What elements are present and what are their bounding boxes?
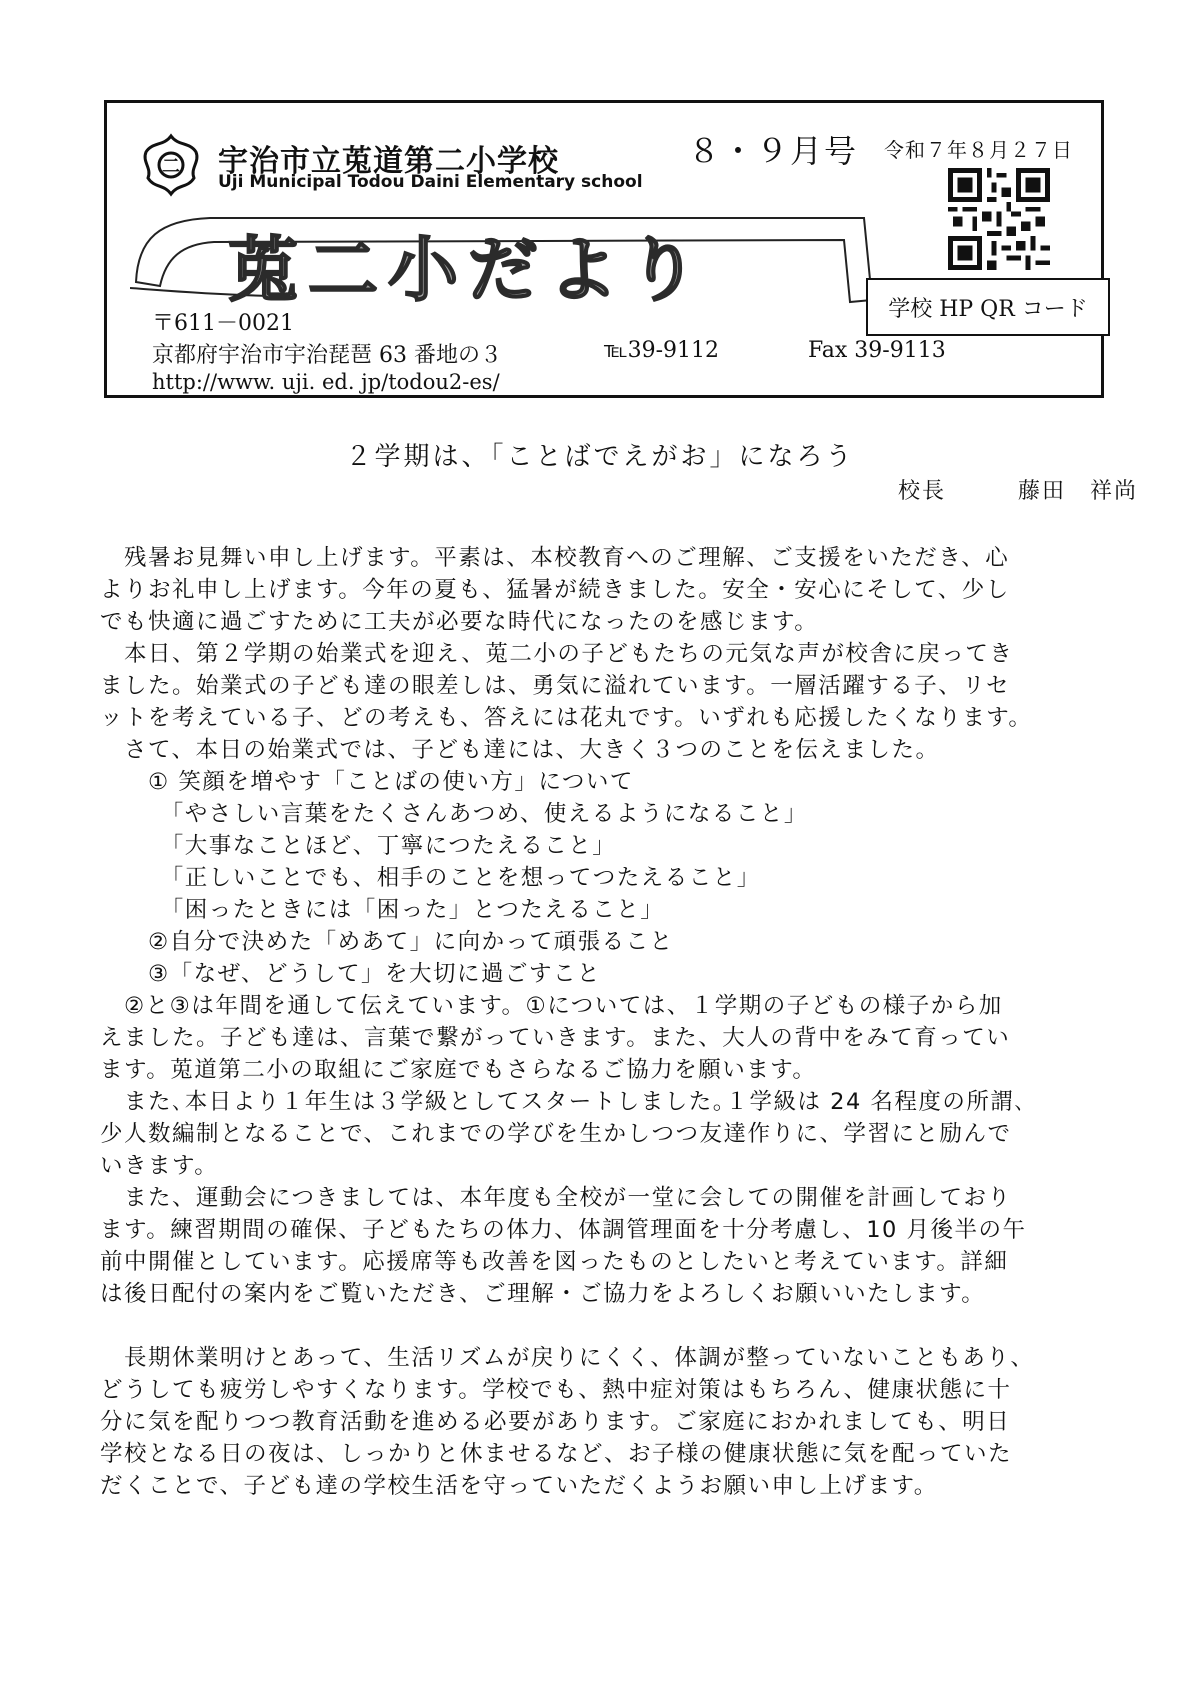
fax-number: Fax 39-9113 bbox=[808, 338, 946, 363]
list-item: 「困ったときには「困った」とつたえること」 bbox=[100, 897, 665, 923]
body-line: ました。始業式の子ども達の眼差しは、勇気に溢れています。一層活躍する子、リセ bbox=[100, 673, 1010, 699]
qr-code-label: 学校 HP QR コード bbox=[866, 278, 1110, 336]
article-author bbox=[898, 474, 1138, 505]
phone-number: ℡39-9112 bbox=[604, 338, 720, 363]
body-line: 長期休業明けとあって、生活リズムが戻りにくく、体調が整っていないこともあり、 bbox=[100, 1345, 1035, 1371]
school-name-en: Uji Municipal Todou Daini Elementary school bbox=[218, 172, 643, 192]
body-line: ます。練習期間の確保、子どもたちの体力、体調管理面を十分考慮し、10 月後半の午 bbox=[100, 1217, 1027, 1243]
issue-date: 令和７年８月２７日 bbox=[884, 138, 1073, 162]
body-line: 学校となる日の夜は、しっかりと休ませるなど、お子様の健康状態に気を配っていた bbox=[100, 1441, 1013, 1467]
list-item: 「大事なことほど、丁寧につたえること」 bbox=[100, 833, 617, 859]
body-line: でも快適に過ごすために工夫が必要な時代になったのを感じます。 bbox=[100, 609, 819, 635]
school-emblem-icon bbox=[138, 132, 204, 198]
body-line: 前中開催としています。応援席等も改善を図ったものとしたいと考えています。詳細 bbox=[100, 1249, 1009, 1275]
body-line: よりお礼申し上げます。今年の夏も、猛暑が続きました。安全・安心にそして、少し bbox=[100, 577, 1010, 603]
body-line: ます。莵道第二小の取組にご家庭でもさらなるご協力を願います。 bbox=[100, 1057, 817, 1083]
list-item: ① 笑顔を増やす「ことばの使い方」について bbox=[100, 769, 634, 795]
school-name-ja: 宇治市立莵道第二小学校 bbox=[218, 144, 559, 179]
body-line: また、運動会につきましては、本年度も全校が一堂に会しての開催を計画しており bbox=[100, 1185, 1012, 1211]
body-line: 分に気を配りつつ教育活動を進める必要があります。ご家庭におかれましても、明日 bbox=[100, 1409, 1011, 1435]
school-address: 京都府宇治市宇治琵琶 63 番地の３ bbox=[152, 343, 502, 368]
body-line: えました。子ども達は、言葉で繋がっていきます。また、大人の背中をみて育ってい bbox=[100, 1025, 1011, 1051]
body-line: ットを考えている子、どの考えも、答えには花丸です。いずれも応援したくなります。 bbox=[100, 705, 1033, 731]
postal-code: 〒611－0021 bbox=[152, 311, 294, 336]
body-line: いきます。 bbox=[100, 1153, 219, 1179]
school-url[interactable]: http://www. uji. ed. jp/todou2-es/ bbox=[152, 370, 500, 394]
list-item: ②自分で決めた「めあて」に向かって頑張ること bbox=[100, 929, 674, 955]
list-item: ③「なぜ、どうして」を大切に過ごすこと bbox=[100, 961, 601, 987]
body-line: 残暑お見舞い申し上げます。平素は、本校教育へのご理解、ご支援をいただき、心 bbox=[100, 545, 1010, 571]
body-line: また､本日より１年生は３学級としてスタートしました｡１学級は 24 名程度の所謂､ bbox=[100, 1089, 1028, 1115]
author-name: 藤田 祥尚 bbox=[1018, 479, 1139, 504]
newsletter-title: 莵二小だより bbox=[228, 229, 708, 311]
list-item: 「やさしい言葉をたくさんあつめ、使えるようになること」 bbox=[100, 801, 808, 827]
qr-code-icon bbox=[948, 168, 1050, 270]
body-line: ②と③は年間を通して伝えています。①については、１学期の子どもの様子から加 bbox=[100, 993, 1003, 1019]
issue-number: ８・９月号 bbox=[688, 132, 859, 170]
svg-text:二: 二 bbox=[162, 156, 180, 177]
body-line: さて、本日の始業式では、子ども達には、大きく３つのことを伝えました。 bbox=[100, 737, 940, 763]
body-line: どうしても疲労しやすくなります。学校でも、熱中症対策はもちろん、健康状態に十 bbox=[100, 1377, 1012, 1403]
body-line: は後日配付の案内をご覧いただき、ご理解・ご協力をよろしくお願いいたします。 bbox=[100, 1281, 986, 1307]
article-title: ２学期は、「ことばでえがお」になろう bbox=[345, 442, 855, 472]
body-line: 本日、第２学期の始業式を迎え、莵二小の子どもたちの元気な声が校舎に戻ってき bbox=[100, 641, 1014, 667]
author-role: 校長 bbox=[898, 479, 947, 504]
body-line: だくことで、子ども達の学校生活を守っていただくようお願い申し上げます。 bbox=[100, 1473, 938, 1499]
body-line: 少人数編制となることで、これまでの学びを生かしつつ友達作りに、学習にと励んで bbox=[100, 1121, 1012, 1147]
list-item: 「正しいことでも、相手のことを想ってつたえること」 bbox=[100, 865, 761, 891]
